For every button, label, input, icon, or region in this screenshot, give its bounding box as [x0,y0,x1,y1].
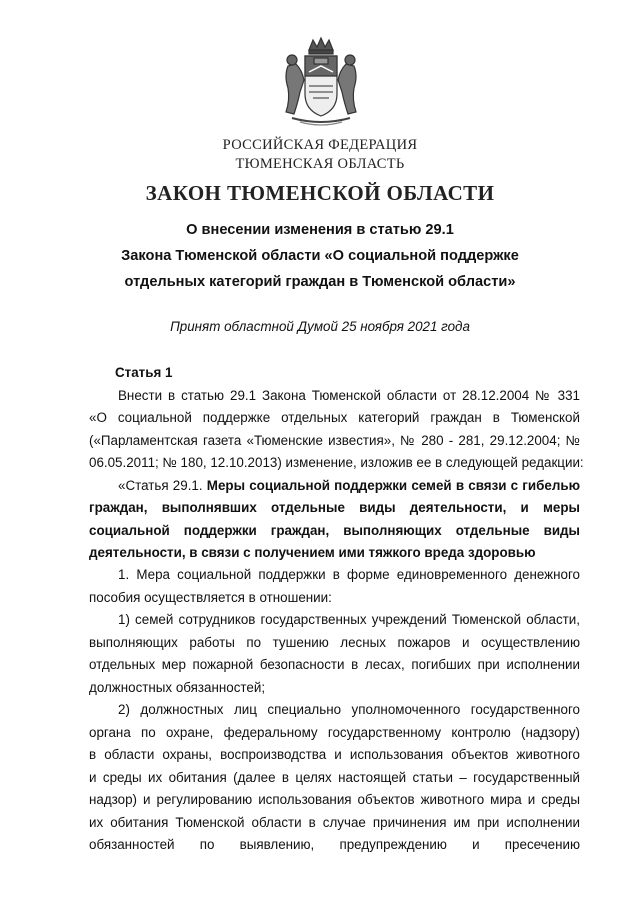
body-line: Внести в статью 29.1 Закона Тюменской области от 28.12.2004 № 331 [118,388,580,403]
body-line: и среды их обитания (далее в целях настоящей статьи – государственный [89,770,580,785]
new-article-title-line: граждан, выполнявших отдельные виды деятельности, и меры [89,500,580,515]
body-line: должностных обязанностей; [89,680,266,695]
body-line: «О социальной поддержке отдельных категорий граждан в Тюменской [89,410,580,425]
article-heading: Статья 1 [115,365,173,380]
body-line: («Парламентская газета «Тюменские известия», № 280 - 281, 29.12.2004; № [89,433,580,448]
new-article-title: Меры социальной поддержки семей в связи с гибелью [206,478,580,493]
subject-line-2: Закона Тюменской области «О социальной поддержке [121,248,519,264]
body-line: обязанностей по выявлению, предупреждению и пресечению [89,837,580,852]
tyumen-oblast-coat-of-arms-icon [280,36,362,128]
new-article-title-line [118,477,580,495]
body-line: надзор) и регулированию использования объектов животного мира и среды [89,792,580,807]
body-line: органа по охране, федеральному государственному контролю (надзору) [89,725,580,740]
body-line: 1) семей сотрудников государственных учреждений Тюменской области, [118,612,580,627]
subject-line-3: отдельных категорий граждан в Тюменской области» [124,274,516,290]
body-line: 2) должностных лиц специально уполномоченного государственного [118,702,580,717]
body-line: отдельных мер пожарной безопасности в лесах, погибших при исполнении [89,657,580,672]
new-article-title-line: социальной поддержки граждан, выполняющих отдельные виды [89,523,580,538]
body-line: их обитания Тюменской области в случае причинения им при исполнении [89,815,580,830]
body-line: пособия осуществляется в отношении: [89,590,332,605]
body-line: в области охраны, воспроизводства и использования объектов животного [89,747,580,762]
new-article-prefix: «Статья 29.1. [118,478,207,493]
adoption-note: Принят областной Думой 25 ноября 2021 года [170,319,470,334]
body-line: 06.05.2011; № 180, 12.10.2013) изменение, изложив ее в следующей редакции: [89,455,584,470]
region-name: ТЮМЕНСКАЯ ОБЛАСТЬ [235,156,405,172]
body-line: 1. Мера социальной поддержки в форме единовременного денежного [118,567,580,582]
law-title: ЗАКОН ТЮМЕНСКОЙ ОБЛАСТИ [145,181,495,205]
subject-line-1: О внесении изменения в статью 29.1 [186,222,454,238]
new-article-title-line: деятельности, в связи с получением ими тяжкого вреда здоровью [89,545,536,560]
body-line: выполняющих работы по тушению лесных пожаров и осуществлению [89,635,580,650]
country-name: РОССИЙСКАЯ ФЕДЕРАЦИЯ [222,137,418,153]
